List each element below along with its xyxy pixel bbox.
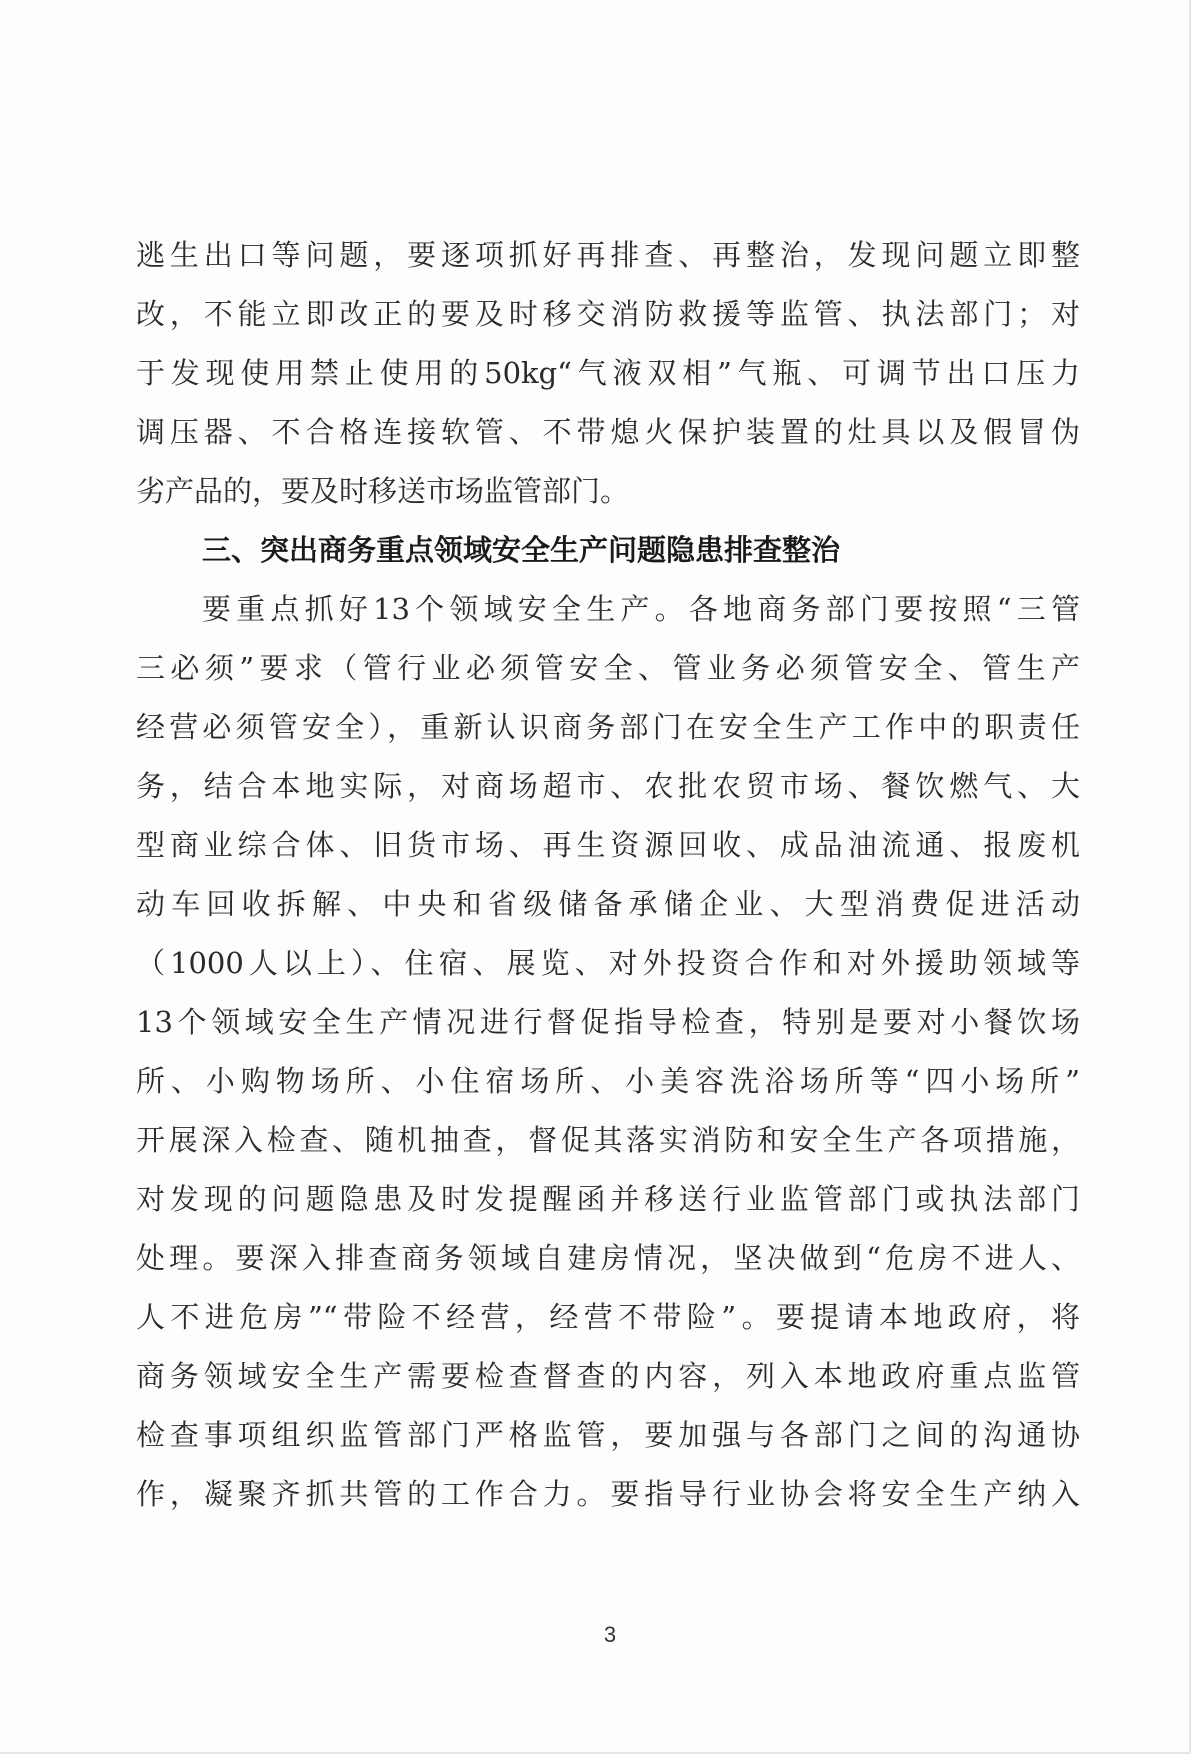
paragraph-line: 人不进危房”“带险不经营，经营不带险”。要提请本地政府，将 xyxy=(136,1300,1080,1334)
paragraph-line: 处理。要深入排查商务领域自建房情况，坚决做到“危房不进人、 xyxy=(136,1241,1080,1275)
paragraph-line: 检查事项组织监管部门严格监管，要加强与各部门之间的沟通协 xyxy=(136,1418,1080,1452)
paragraph-line: 作，凝聚齐抓共管的工作合力。要指导行业协会将安全生产纳入 xyxy=(136,1477,1080,1511)
paragraph-line: 所、小购物场所、小住宿场所、小美容洗浴场所等“四小场所” xyxy=(136,1064,1080,1098)
paragraph-line: （1000人以上）、住宿、展览、对外投资合作和对外援助领域等 xyxy=(136,946,1080,980)
paragraph-line: 务，结合本地实际，对商场超市、农批农贸市场、餐饮燃气、大 xyxy=(136,769,1080,803)
paragraph-line: 商务领域安全生产需要检查督查的内容，列入本地政府重点监管 xyxy=(136,1359,1080,1393)
paragraph-line: 13个领域安全生产情况进行督促指导检查，特别是要对小餐饮场 xyxy=(136,1005,1080,1039)
paragraph-line: 要重点抓好13个领域安全生产。各地商务部门要按照“三管 xyxy=(202,592,1080,626)
text-line: 劣产品的，要及时移送市场监管部门。 xyxy=(136,474,630,508)
paragraph-line: 动车回收拆解、中央和省级储备承储企业、大型消费促进活动 xyxy=(136,887,1080,921)
paragraph-line: 开展深入检查、随机抽查，督促其落实消防和安全生产各项措施， xyxy=(136,1123,1080,1157)
text-line: 逃生出口等问题，要逐项抓好再排查、再整治，发现问题立即整 xyxy=(136,238,1080,272)
paragraph-line: 三必须”要求（管行业必须管安全、管业务必须管安全、管生产 xyxy=(136,651,1080,685)
text-line: 改，不能立即改正的要及时移交消防救援等监管、执法部门；对 xyxy=(136,297,1080,331)
section-heading: 三、突出商务重点领域安全生产问题隐患排查整治 xyxy=(202,533,841,567)
paragraph-line: 经营必须管安全），重新认识商务部门在安全生产工作中的职责任 xyxy=(136,710,1080,744)
text-line: 调压器、不合格连接软管、不带熄火保护装置的灶具以及假冒伪 xyxy=(136,415,1080,449)
paragraph-line: 对发现的问题隐患及时发提醒函并移送行业监管部门或执法部门 xyxy=(136,1182,1080,1216)
text-line: 于发现使用禁止使用的50kg“气液双相”气瓶、可调节出口压力 xyxy=(136,356,1080,390)
paragraph-line: 型商业综合体、旧货市场、再生资源回收、成品油流通、报废机 xyxy=(136,828,1080,862)
page-number: 3 xyxy=(603,1622,617,1647)
body-text xyxy=(136,226,1080,1524)
